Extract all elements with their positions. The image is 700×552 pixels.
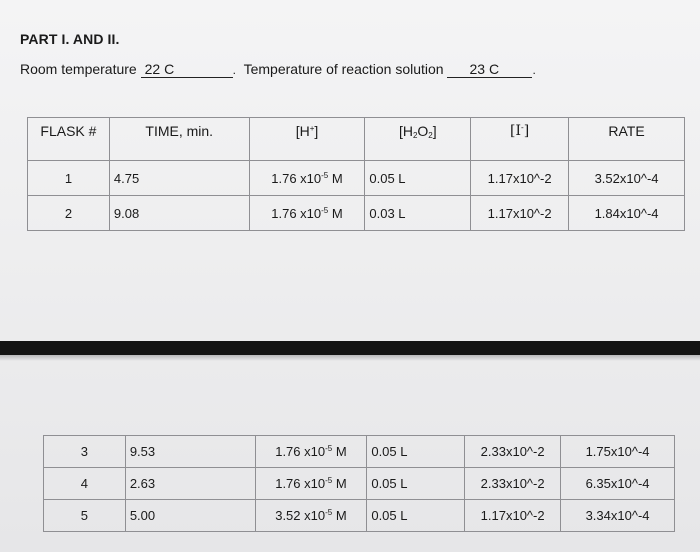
h-unit: M: [332, 508, 347, 523]
room-temperature-value: 22 C: [141, 62, 233, 78]
header-iodide-close: ]: [523, 123, 530, 139]
cell-iodide: 1.17x10^-2: [471, 161, 569, 196]
cell-flask: 2: [28, 196, 110, 231]
cell-h2o2: 0.05 L: [367, 468, 465, 500]
results-table-top: [27, 117, 685, 231]
cell-h-concentration: [249, 196, 365, 231]
header-h-text: [H: [295, 123, 310, 139]
cell-h-concentration: [255, 468, 367, 500]
header-h-sup: +: [309, 124, 315, 133]
header-rate: RATE: [569, 118, 685, 161]
cell-h-concentration: [249, 161, 365, 196]
cell-flask: 1: [28, 161, 110, 196]
results-table-bottom: [43, 435, 675, 532]
cell-h2o2: 0.05 L: [367, 436, 465, 468]
h-unit: M: [328, 170, 343, 186]
cell-time: 5.00: [125, 500, 255, 532]
table-row: [44, 468, 675, 500]
h-unit: M: [328, 205, 343, 221]
header-h2o2-o: O: [417, 123, 429, 139]
h-exponent: -5: [325, 476, 333, 485]
header-h2o2: [365, 118, 471, 161]
cell-rate: 3.52x10^-4: [569, 161, 685, 196]
cell-h-concentration: [255, 436, 367, 468]
cell-time: 2.63: [125, 468, 255, 500]
divider-band: [0, 341, 700, 355]
cell-iodide: 1.17x10^-2: [465, 500, 561, 532]
separator-period: .: [232, 63, 236, 77]
cell-h2o2: 0.03 L: [365, 196, 471, 231]
h-exponent: -5: [325, 444, 333, 453]
end-period: .: [532, 63, 536, 77]
h-base: 3.52 x10: [275, 508, 326, 523]
header-iodide-sup: -: [521, 123, 524, 132]
header-h2o2-sub1: 2: [412, 131, 418, 140]
h-exponent: -5: [321, 170, 329, 180]
h-base: 1.76 x10: [275, 476, 326, 491]
temperature-line: [20, 61, 540, 78]
header-h-close: ]: [314, 123, 319, 139]
room-temperature-label: Room temperature: [20, 61, 137, 77]
cell-iodide: 2.33x10^-2: [465, 436, 561, 468]
header-iodide-text: [I: [510, 123, 522, 139]
header-time: TIME, min.: [109, 118, 249, 161]
cell-flask: 5: [44, 500, 126, 532]
solution-temperature-label: Temperature of reaction solution: [243, 61, 444, 77]
table-row: [44, 436, 675, 468]
h-exponent: -5: [325, 508, 333, 517]
cell-rate: 1.75x10^-4: [561, 436, 675, 468]
h-unit: M: [332, 476, 347, 491]
cell-time: 4.75: [109, 161, 249, 196]
header-h-plus: [249, 118, 365, 161]
solution-temperature-value: 23 C: [447, 62, 532, 78]
cell-rate: 6.35x10^-4: [561, 468, 675, 500]
table-row: [28, 196, 685, 231]
cell-h-concentration: [255, 500, 367, 532]
cell-flask: 3: [44, 436, 126, 468]
table-row: [28, 161, 685, 196]
cell-rate: 3.34x10^-4: [561, 500, 675, 532]
cell-flask: 4: [44, 468, 126, 500]
divider-shadow: [0, 355, 700, 361]
table-header-row: [28, 118, 685, 161]
h-base: 1.76 x10: [271, 205, 322, 221]
header-h2o2-h: [H: [398, 123, 413, 139]
header-flask: FLASK #: [28, 118, 110, 161]
cell-time: 9.53: [125, 436, 255, 468]
section-heading: PART I. AND II.: [20, 31, 120, 47]
h-base: 1.76 x10: [275, 444, 326, 459]
h-base: 1.76 x10: [271, 170, 322, 186]
cell-time: 9.08: [109, 196, 249, 231]
cell-iodide: 1.17x10^-2: [471, 196, 569, 231]
header-iodide: [471, 118, 569, 161]
cell-h2o2: 0.05 L: [365, 161, 471, 196]
cell-iodide: 2.33x10^-2: [465, 468, 561, 500]
h-unit: M: [332, 444, 347, 459]
header-h2o2-close: ]: [432, 123, 437, 139]
h-exponent: -5: [321, 205, 329, 215]
cell-rate: 1.84x10^-4: [569, 196, 685, 231]
table-row: [44, 500, 675, 532]
cell-h2o2: 0.05 L: [367, 500, 465, 532]
header-h2o2-sub2: 2: [428, 131, 433, 140]
